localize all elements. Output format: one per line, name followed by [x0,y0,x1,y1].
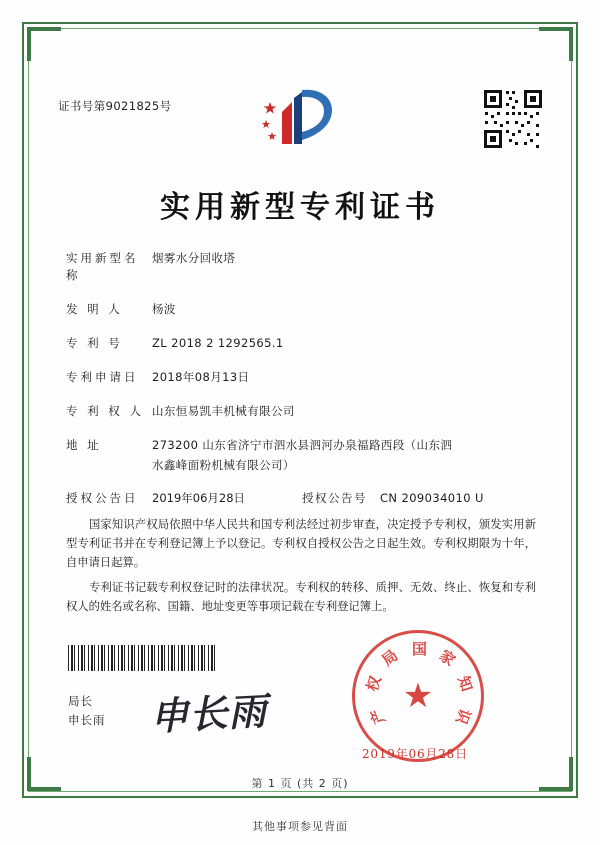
field-label: 实用新型名称 [66,251,139,282]
seal-char: 家 [435,646,459,670]
field-label: 专 利 权 人 [66,404,144,418]
field-value: 杨波 [152,302,176,316]
seal-char: 产 [366,706,390,727]
page-title: 实用新型专利证书 [160,190,440,225]
seal-char: 知 [454,673,476,694]
field-label: 专利申请日 [66,370,139,384]
barcode-icon [68,645,218,671]
field-label: 专 利 号 [66,336,123,350]
signatory-title [68,692,106,730]
field-value: 273200 山东省济宁市泗水县泗河办泉福路西段（山东泗 [152,438,453,452]
field-value-announcement-no: CN 209034010 U [380,491,484,505]
field-row-application-date [66,369,536,386]
seal-char: 识 [452,706,475,727]
certificate-body-text [66,515,536,622]
seal-char: 局 [378,646,402,670]
field-value: 2018年08月13日 [152,370,250,384]
corner-ornament-top-right [539,27,573,61]
field-value: 山东恒易凯丰机械有限公司 [152,404,295,418]
field-row-patentee [66,403,536,420]
field-label-announcement-no: 授权公告号 [302,491,367,505]
signatory-name: 申长雨 [68,713,106,727]
field-value: ZL 2018 2 1292565.1 [152,336,284,350]
field-row-address [66,437,536,473]
patent-office-logo-icon [258,82,344,152]
seal-star-icon: ★ [402,676,434,716]
qr-code-icon [482,88,544,150]
field-value: 烟雾水分回收塔 [152,251,236,265]
field-value-grant-date: 2019年06月28日 [152,491,246,505]
field-label: 发 明 人 [66,302,123,316]
paragraph-grant-statement: 国家知识产权局依照中华人民共和国专利法经过初步审查，决定授予专利权，颁发实用新型专利证书并在专利登记簿上予以登记。专利权自授权公告之日起生效。专利权期限为十年，自申请日起算。 [66,518,536,569]
certificate-number: 证书号第9021825号 [58,99,172,113]
paragraph-legal-status: 专利证书记载专利权登记时的法律状况。专利权的转移、质押、无效、终止、恢复和专利权人的姓名或名称、国籍、地址变更等事项记载在专利登记簿上。 [66,581,536,613]
page-number: 第 1 页 (共 2 页) [251,777,349,790]
field-row-grant-announcement [66,490,536,507]
seal-char: 权 [363,673,385,694]
official-seal [352,630,484,762]
certificate-fields [66,250,536,524]
field-row-inventor [66,301,536,318]
field-label-grant-date: 授权公告日 [66,491,139,505]
seal-char: 国 [412,640,428,658]
field-label: 地 址 [66,438,102,452]
corner-ornament-top-left [27,27,61,61]
seal-date: 2019年06月28日 [362,747,468,761]
field-row-patent-number [66,335,536,352]
field-value-line2: 水鑫峰面粉机械有限公司） [152,458,295,472]
signatory-role: 局长 [68,694,93,708]
footer-note: 其他事项参见背面 [252,820,348,833]
field-row-utility-model-name [66,250,536,284]
handwritten-signature: 申长雨 [149,687,269,740]
